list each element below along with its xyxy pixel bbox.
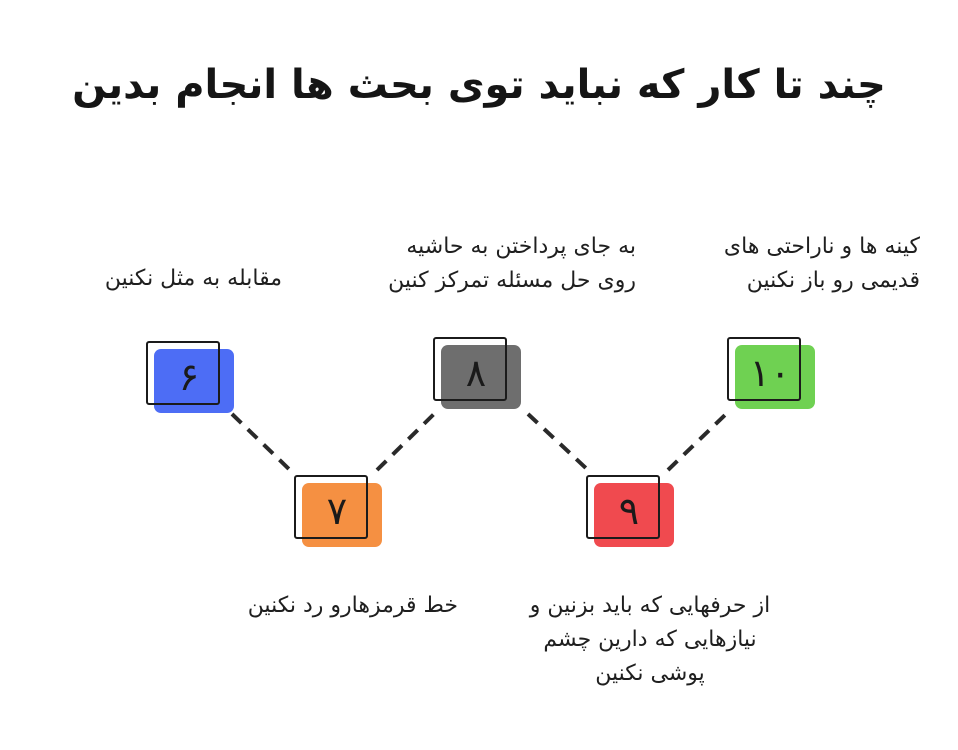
step-6-label bbox=[105, 262, 282, 296]
step-7-number: ۷ bbox=[326, 489, 348, 533]
step-10-label-line-2: قدیمی رو باز نکنین bbox=[746, 268, 920, 293]
connector-8-9 bbox=[528, 414, 588, 470]
step-7-node bbox=[294, 475, 370, 539]
step-6-number: ۶ bbox=[178, 355, 200, 399]
step-8-label bbox=[388, 230, 636, 298]
step-7-label bbox=[248, 589, 458, 623]
step-10-label bbox=[724, 230, 920, 298]
diagram-title: چند تا کار که نباید توی بحث ها انجام بدین bbox=[72, 62, 886, 108]
step-9-node bbox=[586, 475, 662, 539]
step-10-label-line-1: کینه ها و ناراحتی های bbox=[723, 234, 920, 259]
step-6-node bbox=[146, 341, 222, 405]
step-9-label bbox=[500, 589, 800, 691]
connector-6-7 bbox=[232, 414, 292, 472]
step-9-label-line-1: از حرفهایی که باید بزنین و bbox=[529, 593, 771, 618]
step-9-number: ۹ bbox=[618, 489, 640, 533]
connector-7-8 bbox=[377, 414, 434, 470]
step-6-label-line: مقابله به مثل نکنین bbox=[104, 266, 282, 291]
step-7-label-line: خط قرمزهارو رد نکنین bbox=[247, 593, 458, 618]
step-8-node bbox=[433, 337, 509, 401]
step-8-label-line-1: به جای پرداختن به حاشیه bbox=[406, 234, 636, 259]
step-10-node bbox=[727, 337, 803, 401]
step-8-number: ۸ bbox=[465, 351, 487, 395]
connector-9-10 bbox=[668, 414, 726, 470]
step-9-label-line-3: پوشی نکنین bbox=[595, 661, 705, 686]
step-8-label-line-2: روی حل مسئله تمرکز کنین bbox=[388, 268, 636, 293]
step-9-label-line-2: نیازهایی که دارین چشم bbox=[543, 627, 757, 652]
step-10-number: ۱۰ bbox=[749, 351, 791, 395]
